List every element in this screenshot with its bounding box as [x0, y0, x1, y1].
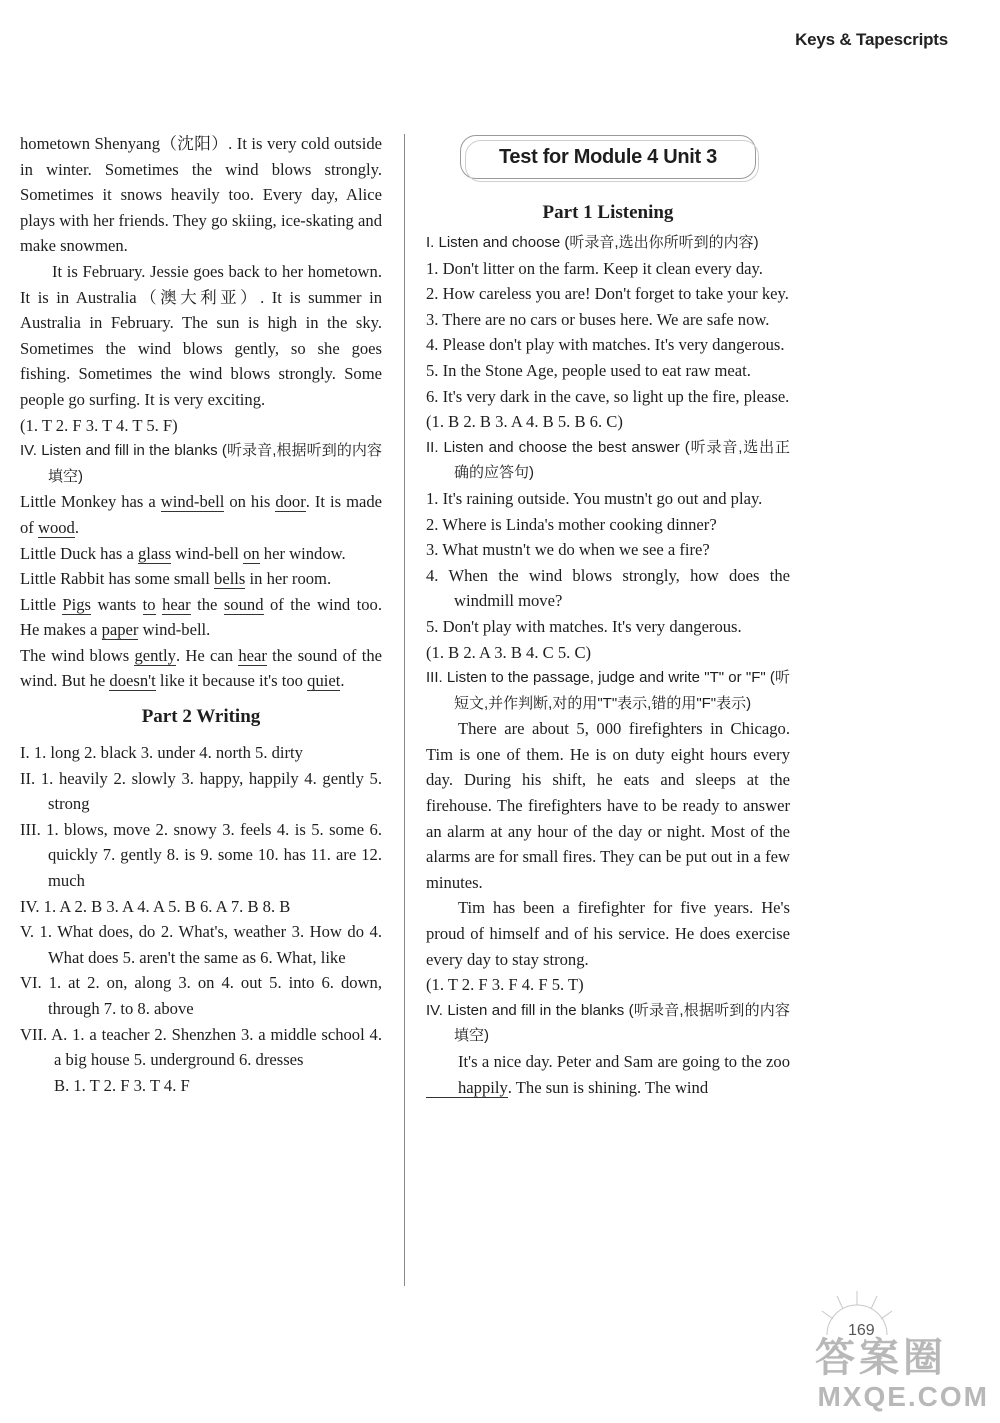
running-header: Keys & Tapescripts	[795, 30, 948, 49]
answer-line: II. 1. heavily 2. slowly 3. happy, happily 4. gently 5. strong	[20, 768, 382, 814]
filled-blank: Pigs	[62, 594, 92, 614]
list-item: 2. How careless you are! Don't forget to take your key.	[426, 284, 789, 304]
writing-answers	[20, 740, 382, 1098]
section-heading: III. Listen to the passage, judge and write "T" or "F" (听短文,并作判断,对的用"T"表示,错的用"F"表示)	[426, 669, 790, 712]
filled-blank: doesn't	[109, 671, 156, 691]
fill-blank-text: Little Monkey has a wind-bell on his door. It is made of wood.	[20, 492, 383, 537]
passage-paragraph: There are about 5, 000 firefighters in Chicago. Tim is one of them. He is on duty eight hours every day. During his shift, he eats and sleeps at the firehouse. The firefighters have to be ready to answer an alarm at any hour of the day or night. Most of the alarms are for small fires. They can be put out in a few minutes.	[426, 719, 790, 892]
test-title-box	[460, 135, 756, 179]
filled-blank: glass	[137, 543, 172, 563]
list-item: 1. It's raining outside. You mustn't go out and play.	[426, 488, 763, 508]
passage-paragraph: Tim has been a firefighter for five years. He's proud of himself and of his service. He does exercise every day to stay strong.	[426, 898, 790, 969]
filled-blank: wind-bell	[160, 492, 225, 512]
passage-paragraph: It's a nice day. Peter and Sam are going to the zoo happily. The sun is shining. The wind	[426, 1049, 790, 1100]
answer-line: VI. 1. at 2. on, along 3. on 4. out 5. into 6. down, through 7. to 8. above	[20, 973, 382, 1018]
answer-line: III. 1. blows, move 2. snowy 3. feels 4. is 5. some 6. quickly 7. gently 8. is 9. some 10. has 11. are 12. much	[20, 819, 382, 891]
answer-line: B. 1. T 2. F 3. T 4. F	[54, 1075, 190, 1095]
filled-blank: door	[275, 492, 306, 512]
section-heading: II. Listen and choose the best answer (听录音,选出正确的应答句)	[426, 438, 790, 482]
filled-blank: to	[142, 594, 156, 614]
test-title: Test for Module 4 Unit 3	[499, 145, 717, 168]
site-watermark	[815, 1335, 995, 1417]
answer-key: (1. T 2. F 3. F 4. F 5. T)	[426, 975, 584, 995]
filled-blank: sound	[223, 594, 264, 614]
column-divider	[404, 134, 405, 1286]
section-heading: IV. Listen and fill in the blanks (听录音,根据听到的内容填空)	[426, 1001, 790, 1045]
answer-line: VII. A. 1. a teacher 2. Shenzhen 3. a middle school 4. a big house 5. underground 6. dresses	[20, 1024, 382, 1070]
fill-blank-text: Little Pigs wants to hear the sound of the wind too. He makes a paper wind-bell.	[20, 594, 383, 640]
answer-key: (1. B 2. A 3. B 4. C 5. C)	[426, 642, 592, 662]
answer-line: I. 1. long 2. black 3. under 4. north 5. dirty	[20, 743, 303, 763]
list-item: 5. Don't play with matches. It's very dangerous.	[426, 616, 742, 636]
filled-blank: on	[243, 543, 260, 563]
filled-blank: wood	[37, 517, 75, 537]
answer-line: V. 1. What does, do 2. What's, weather 3. How do 4. What does 5. aren't the same as 6. What, like	[20, 922, 382, 967]
filled-blank: happily	[426, 1079, 508, 1098]
list-item: 1. Don't litter on the farm. Keep it clean every day.	[426, 258, 763, 278]
left-column	[20, 131, 382, 1098]
list-item: 6. It's very dark in the cave, so light up the fire, please.	[426, 386, 790, 406]
filled-blank: quiet	[307, 671, 341, 691]
answer-line: IV. 1. A 2. B 3. A 4. A 5. B 6. A 7. B 8. B	[20, 896, 291, 916]
filled-blank: paper	[101, 620, 139, 640]
answer-key: (1. B 2. B 3. A 4. B 5. B 6. C)	[426, 412, 623, 432]
section-heading: I. Listen and choose (听录音,选出你所听到的内容)	[426, 234, 759, 251]
list-item: 4. Please don't play with matches. It's very dangerous.	[426, 335, 785, 355]
passage-paragraph: hometown Shenyang（沈阳）. It is very cold outside in winter. Sometimes the wind blows strongly. Sometimes it snows heavily too. Every day, Alice plays with her friends. They go skiing, ice-skating and make snowmen.	[20, 134, 382, 256]
list-item: 5. In the Stone Age, people used to eat raw meat.	[426, 360, 751, 380]
filled-blank: hear	[162, 594, 191, 614]
right-column	[426, 131, 790, 1100]
filled-blank: gently	[134, 645, 176, 665]
list-item: 2. Where is Linda's mother cooking dinner?	[426, 514, 717, 534]
fill-blank-text: Little Duck has a glass wind-bell on her window.	[20, 543, 346, 563]
page-number: 169	[848, 1322, 875, 1339]
answer-key: (1. T 2. F 3. T 4. T 5. F)	[20, 415, 178, 435]
part-title: Part 1 Listening	[542, 202, 674, 223]
list-item: 3. What mustn't we do when we see a fire?	[426, 540, 710, 560]
list-item: 4. When the wind blows strongly, how does the windmill move?	[426, 565, 790, 611]
watermark-domain: MXQE.COM	[817, 1381, 989, 1412]
watermark-logo-text: 答案圈	[815, 1336, 947, 1380]
section-heading: IV. Listen and fill in the blanks (听录音,根据听到的内容填空)	[20, 442, 382, 485]
passage-paragraph: It is February. Jessie goes back to her hometown. It is in Australia（澳大利亚）. It is summer in Australia in February. The sun is high in the sky. Sometimes the wind blows gently, so she goes fishing. Sometimes the wind blows strongly. Some people go surfing. It is very exciting.	[20, 261, 382, 409]
fill-blank-text: Little Rabbit has some small bells in her room.	[20, 569, 332, 589]
list-item: 3. There are no cars or buses here. We are safe now.	[426, 309, 770, 329]
filled-blank: bells	[214, 569, 246, 589]
fill-blank-text: The wind blows gently. He can hear the sound of the wind. But he doesn't like it because it's too quiet.	[20, 645, 382, 691]
part-title: Part 2 Writing	[141, 706, 261, 728]
filled-blank: hear	[238, 645, 267, 665]
